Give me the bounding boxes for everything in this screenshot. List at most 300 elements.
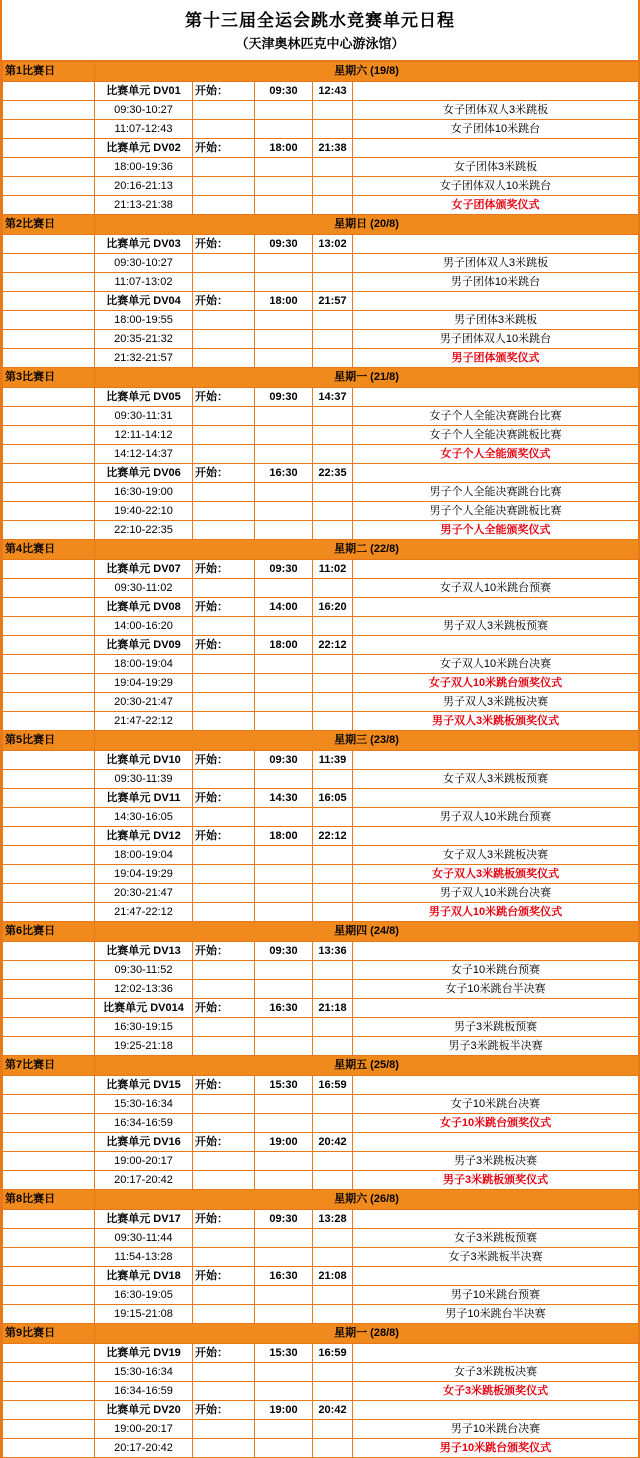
spacer-cell	[3, 789, 95, 808]
start-time-value: 09:30	[255, 560, 313, 579]
award-ceremony-event: 男子10米跳台颁奖仪式	[353, 1439, 639, 1458]
spacer-cell	[313, 1037, 353, 1056]
end-time-value: 13:36	[313, 942, 353, 961]
unit-label: 比赛单元 DV02	[95, 139, 193, 158]
unit-label: 比赛单元 DV10	[95, 751, 193, 770]
session-event: 女子10米跳台半决赛	[353, 980, 639, 999]
spacer-cell	[193, 808, 255, 827]
spacer-cell	[255, 980, 313, 999]
unit-label: 比赛单元 DV16	[95, 1133, 193, 1152]
spacer-cell	[255, 445, 313, 464]
table-row	[3, 903, 639, 922]
spacer-cell	[255, 961, 313, 980]
spacer-cell	[193, 846, 255, 865]
spacer-cell	[3, 349, 95, 368]
unit-header-row	[3, 1076, 639, 1095]
spacer-cell	[3, 655, 95, 674]
session-event: 女子10米跳台预赛	[353, 961, 639, 980]
spacer-cell	[3, 426, 95, 445]
spacer-cell	[3, 598, 95, 617]
spacer-cell	[193, 865, 255, 884]
unit-label: 比赛单元 DV03	[95, 235, 193, 254]
session-time-range: 21:47-22:12	[95, 903, 193, 922]
spacer-cell	[3, 693, 95, 712]
table-row	[3, 1018, 639, 1037]
spacer-cell	[313, 693, 353, 712]
session-time-range: 20:17-20:42	[95, 1439, 193, 1458]
award-ceremony-event: 女子个人全能颁奖仪式	[353, 445, 639, 464]
spacer-cell	[3, 120, 95, 139]
spacer-cell	[3, 827, 95, 846]
spacer-cell	[255, 1305, 313, 1324]
spacer-cell	[353, 636, 639, 655]
unit-label: 比赛单元 DV19	[95, 1344, 193, 1363]
spacer-cell	[3, 1210, 95, 1229]
spacer-cell	[193, 1248, 255, 1267]
start-time-value: 15:30	[255, 1076, 313, 1095]
spacer-cell	[313, 846, 353, 865]
unit-header-row	[3, 636, 639, 655]
spacer-cell	[313, 674, 353, 693]
spacer-cell	[3, 1171, 95, 1190]
spacer-cell	[353, 1344, 639, 1363]
unit-label: 比赛单元 DV07	[95, 560, 193, 579]
session-time-range: 11:07-12:43	[95, 120, 193, 139]
spacer-cell	[193, 273, 255, 292]
session-time-range: 14:12-14:37	[95, 445, 193, 464]
award-ceremony-event: 男子3米跳板颁奖仪式	[353, 1171, 639, 1190]
session-time-range: 18:00-19:04	[95, 846, 193, 865]
start-time-label: 开始：	[193, 942, 255, 961]
spacer-cell	[255, 1229, 313, 1248]
spacer-cell	[353, 1133, 639, 1152]
spacer-cell	[353, 1076, 639, 1095]
table-row	[3, 980, 639, 999]
session-event: 男子双人10米跳台决赛	[353, 884, 639, 903]
award-ceremony-event: 女子3米跳板颁奖仪式	[353, 1382, 639, 1401]
session-event: 女子团体3米跳板	[353, 158, 639, 177]
spacer-cell	[313, 1152, 353, 1171]
award-ceremony-event: 男子双人10米跳台颁奖仪式	[353, 903, 639, 922]
table-row	[3, 101, 639, 120]
end-time-value: 11:39	[313, 751, 353, 770]
spacer-cell	[193, 1037, 255, 1056]
session-time-range: 18:00-19:36	[95, 158, 193, 177]
session-time-range: 19:00-20:17	[95, 1152, 193, 1171]
spacer-cell	[3, 1152, 95, 1171]
table-row	[3, 1037, 639, 1056]
session-time-range: 16:30-19:00	[95, 483, 193, 502]
spacer-cell	[255, 1439, 313, 1458]
spacer-cell	[353, 82, 639, 101]
spacer-cell	[3, 158, 95, 177]
start-time-label: 开始：	[193, 560, 255, 579]
spacer-cell	[3, 980, 95, 999]
spacer-cell	[3, 865, 95, 884]
start-time-label: 开始：	[193, 598, 255, 617]
spacer-cell	[3, 483, 95, 502]
session-event: 男子3米跳板半决赛	[353, 1037, 639, 1056]
spacer-cell	[3, 1133, 95, 1152]
spacer-cell	[255, 1114, 313, 1133]
start-time-value: 19:00	[255, 1133, 313, 1152]
competition-day-date: 星期二 (22/8)	[95, 540, 639, 560]
competition-day-label: 第6比赛日	[3, 922, 95, 942]
spacer-cell	[255, 311, 313, 330]
spacer-cell	[3, 1420, 95, 1439]
award-ceremony-event: 女子双人10米跳台颁奖仪式	[353, 674, 639, 693]
spacer-cell	[255, 884, 313, 903]
spacer-cell	[3, 712, 95, 731]
spacer-cell	[255, 865, 313, 884]
session-event: 男子10米跳台决赛	[353, 1420, 639, 1439]
spacer-cell	[313, 349, 353, 368]
spacer-cell	[353, 560, 639, 579]
spacer-cell	[3, 1363, 95, 1382]
spacer-cell	[353, 1401, 639, 1420]
spacer-cell	[3, 311, 95, 330]
title-block	[2, 0, 638, 61]
spacer-cell	[3, 846, 95, 865]
spacer-cell	[193, 1420, 255, 1439]
spacer-cell	[255, 120, 313, 139]
unit-header-row	[3, 82, 639, 101]
table-row	[3, 846, 639, 865]
end-time-value: 22:35	[313, 464, 353, 483]
session-time-range: 16:34-16:59	[95, 1382, 193, 1401]
unit-label: 比赛单元 DV13	[95, 942, 193, 961]
spacer-cell	[255, 655, 313, 674]
spacer-cell	[3, 1286, 95, 1305]
spacer-cell	[255, 712, 313, 731]
session-event: 男子双人3米跳板预赛	[353, 617, 639, 636]
competition-day-header	[3, 1056, 639, 1076]
spacer-cell	[3, 942, 95, 961]
session-event: 男子10米跳台预赛	[353, 1286, 639, 1305]
spacer-cell	[193, 254, 255, 273]
unit-label: 比赛单元 DV08	[95, 598, 193, 617]
spacer-cell	[193, 903, 255, 922]
spacer-cell	[3, 502, 95, 521]
session-time-range: 19:04-19:29	[95, 674, 193, 693]
spacer-cell	[255, 426, 313, 445]
spacer-cell	[3, 1076, 95, 1095]
spacer-cell	[3, 579, 95, 598]
spacer-cell	[313, 1095, 353, 1114]
session-event: 女子团体双人10米跳台	[353, 177, 639, 196]
unit-label: 比赛单元 DV12	[95, 827, 193, 846]
unit-label: 比赛单元 DV04	[95, 292, 193, 311]
spacer-cell	[255, 158, 313, 177]
spacer-cell	[313, 808, 353, 827]
spacer-cell	[255, 196, 313, 215]
spacer-cell	[193, 1305, 255, 1324]
start-time-value: 09:30	[255, 388, 313, 407]
start-time-label: 开始：	[193, 789, 255, 808]
spacer-cell	[353, 388, 639, 407]
start-time-value: 09:30	[255, 751, 313, 770]
spacer-cell	[313, 330, 353, 349]
spacer-cell	[255, 1420, 313, 1439]
session-event: 女子团体双人3米跳板	[353, 101, 639, 120]
spacer-cell	[3, 1401, 95, 1420]
spacer-cell	[255, 1095, 313, 1114]
spacer-cell	[3, 903, 95, 922]
spacer-cell	[3, 674, 95, 693]
spacer-cell	[353, 1267, 639, 1286]
table-row	[3, 254, 639, 273]
session-time-range: 12:02-13:36	[95, 980, 193, 999]
spacer-cell	[255, 1171, 313, 1190]
session-time-range: 18:00-19:55	[95, 311, 193, 330]
spacer-cell	[255, 1363, 313, 1382]
table-row	[3, 1363, 639, 1382]
spacer-cell	[313, 445, 353, 464]
spacer-cell	[313, 1018, 353, 1037]
spacer-cell	[353, 999, 639, 1018]
spacer-cell	[313, 483, 353, 502]
session-time-range: 09:30-11:52	[95, 961, 193, 980]
spacer-cell	[353, 598, 639, 617]
spacer-cell	[313, 311, 353, 330]
competition-day-date: 星期日 (20/8)	[95, 215, 639, 235]
spacer-cell	[3, 999, 95, 1018]
start-time-label: 开始：	[193, 1076, 255, 1095]
session-event: 男子个人全能决赛跳板比赛	[353, 502, 639, 521]
spacer-cell	[255, 1286, 313, 1305]
table-row	[3, 426, 639, 445]
spacer-cell	[3, 808, 95, 827]
spacer-cell	[193, 1229, 255, 1248]
session-event: 女子团体10米跳台	[353, 120, 639, 139]
start-time-value: 18:00	[255, 827, 313, 846]
start-time-value: 19:00	[255, 1401, 313, 1420]
start-time-value: 09:30	[255, 235, 313, 254]
spacer-cell	[313, 1382, 353, 1401]
competition-day-label: 第1比赛日	[3, 62, 95, 82]
spacer-cell	[255, 1037, 313, 1056]
competition-day-header	[3, 62, 639, 82]
schedule-table	[2, 61, 639, 1458]
unit-label: 比赛单元 DV20	[95, 1401, 193, 1420]
spacer-cell	[255, 693, 313, 712]
spacer-cell	[353, 292, 639, 311]
session-event: 女子双人10米跳台预赛	[353, 579, 639, 598]
table-row	[3, 1152, 639, 1171]
session-time-range: 21:47-22:12	[95, 712, 193, 731]
session-event: 女子双人10米跳台决赛	[353, 655, 639, 674]
competition-day-date: 星期六 (26/8)	[95, 1190, 639, 1210]
spacer-cell	[3, 235, 95, 254]
table-row	[3, 1439, 639, 1458]
spacer-cell	[313, 579, 353, 598]
spacer-cell	[193, 1286, 255, 1305]
spacer-cell	[193, 330, 255, 349]
competition-day-date: 星期四 (24/8)	[95, 922, 639, 942]
unit-header-row	[3, 235, 639, 254]
spacer-cell	[255, 349, 313, 368]
spacer-cell	[313, 1248, 353, 1267]
spacer-cell	[255, 770, 313, 789]
start-time-label: 开始：	[193, 82, 255, 101]
spacer-cell	[313, 1305, 353, 1324]
competition-day-label: 第3比赛日	[3, 368, 95, 388]
competition-day-label: 第2比赛日	[3, 215, 95, 235]
spacer-cell	[3, 770, 95, 789]
end-time-value: 12:43	[313, 82, 353, 101]
spacer-cell	[313, 617, 353, 636]
session-time-range: 20:30-21:47	[95, 884, 193, 903]
session-time-range: 16:30-19:05	[95, 1286, 193, 1305]
table-row	[3, 884, 639, 903]
competition-day-date: 星期一 (21/8)	[95, 368, 639, 388]
session-time-range: 09:30-11:44	[95, 1229, 193, 1248]
table-row	[3, 1286, 639, 1305]
session-time-range: 15:30-16:34	[95, 1363, 193, 1382]
session-time-range: 09:30-10:27	[95, 101, 193, 120]
session-event: 男子个人全能决赛跳台比赛	[353, 483, 639, 502]
spacer-cell	[3, 1114, 95, 1133]
session-time-range: 16:30-19:15	[95, 1018, 193, 1037]
spacer-cell	[3, 273, 95, 292]
table-row	[3, 311, 639, 330]
session-time-range: 22:10-22:35	[95, 521, 193, 540]
spacer-cell	[255, 808, 313, 827]
session-time-range: 19:00-20:17	[95, 1420, 193, 1439]
start-time-label: 开始：	[193, 1267, 255, 1286]
table-row	[3, 961, 639, 980]
start-time-label: 开始：	[193, 636, 255, 655]
spacer-cell	[313, 712, 353, 731]
spacer-cell	[193, 655, 255, 674]
start-time-label: 开始：	[193, 1344, 255, 1363]
session-event: 男子团体双人3米跳板	[353, 254, 639, 273]
spacer-cell	[3, 1382, 95, 1401]
unit-header-row	[3, 1133, 639, 1152]
unit-header-row	[3, 827, 639, 846]
spacer-cell	[255, 1248, 313, 1267]
spacer-cell	[3, 177, 95, 196]
unit-header-row	[3, 1344, 639, 1363]
session-event: 女子3米跳板预赛	[353, 1229, 639, 1248]
unit-header-row	[3, 388, 639, 407]
table-row	[3, 502, 639, 521]
spacer-cell	[193, 349, 255, 368]
spacer-cell	[313, 1286, 353, 1305]
spacer-cell	[193, 1363, 255, 1382]
session-event: 男子3米跳板预赛	[353, 1018, 639, 1037]
spacer-cell	[255, 254, 313, 273]
table-row	[3, 808, 639, 827]
session-time-range: 09:30-10:27	[95, 254, 193, 273]
unit-header-row	[3, 139, 639, 158]
spacer-cell	[3, 445, 95, 464]
spacer-cell	[3, 1095, 95, 1114]
session-time-range: 19:40-22:10	[95, 502, 193, 521]
competition-day-header	[3, 1324, 639, 1344]
table-row	[3, 177, 639, 196]
spacer-cell	[255, 330, 313, 349]
start-time-label: 开始：	[193, 1133, 255, 1152]
unit-header-row	[3, 999, 639, 1018]
competition-day-label: 第9比赛日	[3, 1324, 95, 1344]
spacer-cell	[353, 139, 639, 158]
spacer-cell	[313, 196, 353, 215]
session-time-range: 21:13-21:38	[95, 196, 193, 215]
competition-day-header	[3, 1190, 639, 1210]
spacer-cell	[193, 445, 255, 464]
unit-label: 比赛单元 DV01	[95, 82, 193, 101]
spacer-cell	[3, 196, 95, 215]
session-event: 女子10米跳台决赛	[353, 1095, 639, 1114]
spacer-cell	[353, 1210, 639, 1229]
end-time-value: 21:18	[313, 999, 353, 1018]
spacer-cell	[3, 330, 95, 349]
spacer-cell	[193, 521, 255, 540]
spacer-cell	[255, 407, 313, 426]
spacer-cell	[313, 273, 353, 292]
award-ceremony-event: 男子双人3米跳板颁奖仪式	[353, 712, 639, 731]
spacer-cell	[193, 770, 255, 789]
spacer-cell	[313, 961, 353, 980]
spacer-cell	[193, 1018, 255, 1037]
competition-day-label: 第5比赛日	[3, 731, 95, 751]
spacer-cell	[193, 407, 255, 426]
spacer-cell	[313, 1363, 353, 1382]
spacer-cell	[255, 846, 313, 865]
session-event: 男子双人3米跳板决赛	[353, 693, 639, 712]
end-time-value: 21:38	[313, 139, 353, 158]
spacer-cell	[3, 254, 95, 273]
unit-header-row	[3, 464, 639, 483]
table-row	[3, 330, 639, 349]
table-row	[3, 655, 639, 674]
spacer-cell	[3, 636, 95, 655]
competition-day-label: 第8比赛日	[3, 1190, 95, 1210]
spacer-cell	[3, 1267, 95, 1286]
spacer-cell	[313, 770, 353, 789]
session-event: 女子3米跳板决赛	[353, 1363, 639, 1382]
spacer-cell	[353, 827, 639, 846]
spacer-cell	[353, 789, 639, 808]
table-row	[3, 1114, 639, 1133]
session-event: 男子3米跳板决赛	[353, 1152, 639, 1171]
session-time-range: 09:30-11:31	[95, 407, 193, 426]
spacer-cell	[193, 1171, 255, 1190]
table-row	[3, 349, 639, 368]
spacer-cell	[3, 1248, 95, 1267]
table-row	[3, 693, 639, 712]
spacer-cell	[193, 177, 255, 196]
competition-day-date: 星期三 (23/8)	[95, 731, 639, 751]
unit-label: 比赛单元 DV15	[95, 1076, 193, 1095]
spacer-cell	[255, 903, 313, 922]
table-row	[3, 1382, 639, 1401]
spacer-cell	[193, 961, 255, 980]
start-time-label: 开始：	[193, 827, 255, 846]
spacer-cell	[255, 674, 313, 693]
end-time-value: 20:42	[313, 1133, 353, 1152]
competition-day-date: 星期六 (19/8)	[95, 62, 639, 82]
session-event: 女子3米跳板半决赛	[353, 1248, 639, 1267]
table-row	[3, 120, 639, 139]
unit-header-row	[3, 560, 639, 579]
session-time-range: 20:30-21:47	[95, 693, 193, 712]
table-row	[3, 273, 639, 292]
start-time-label: 开始：	[193, 751, 255, 770]
spacer-cell	[313, 1439, 353, 1458]
table-row	[3, 770, 639, 789]
